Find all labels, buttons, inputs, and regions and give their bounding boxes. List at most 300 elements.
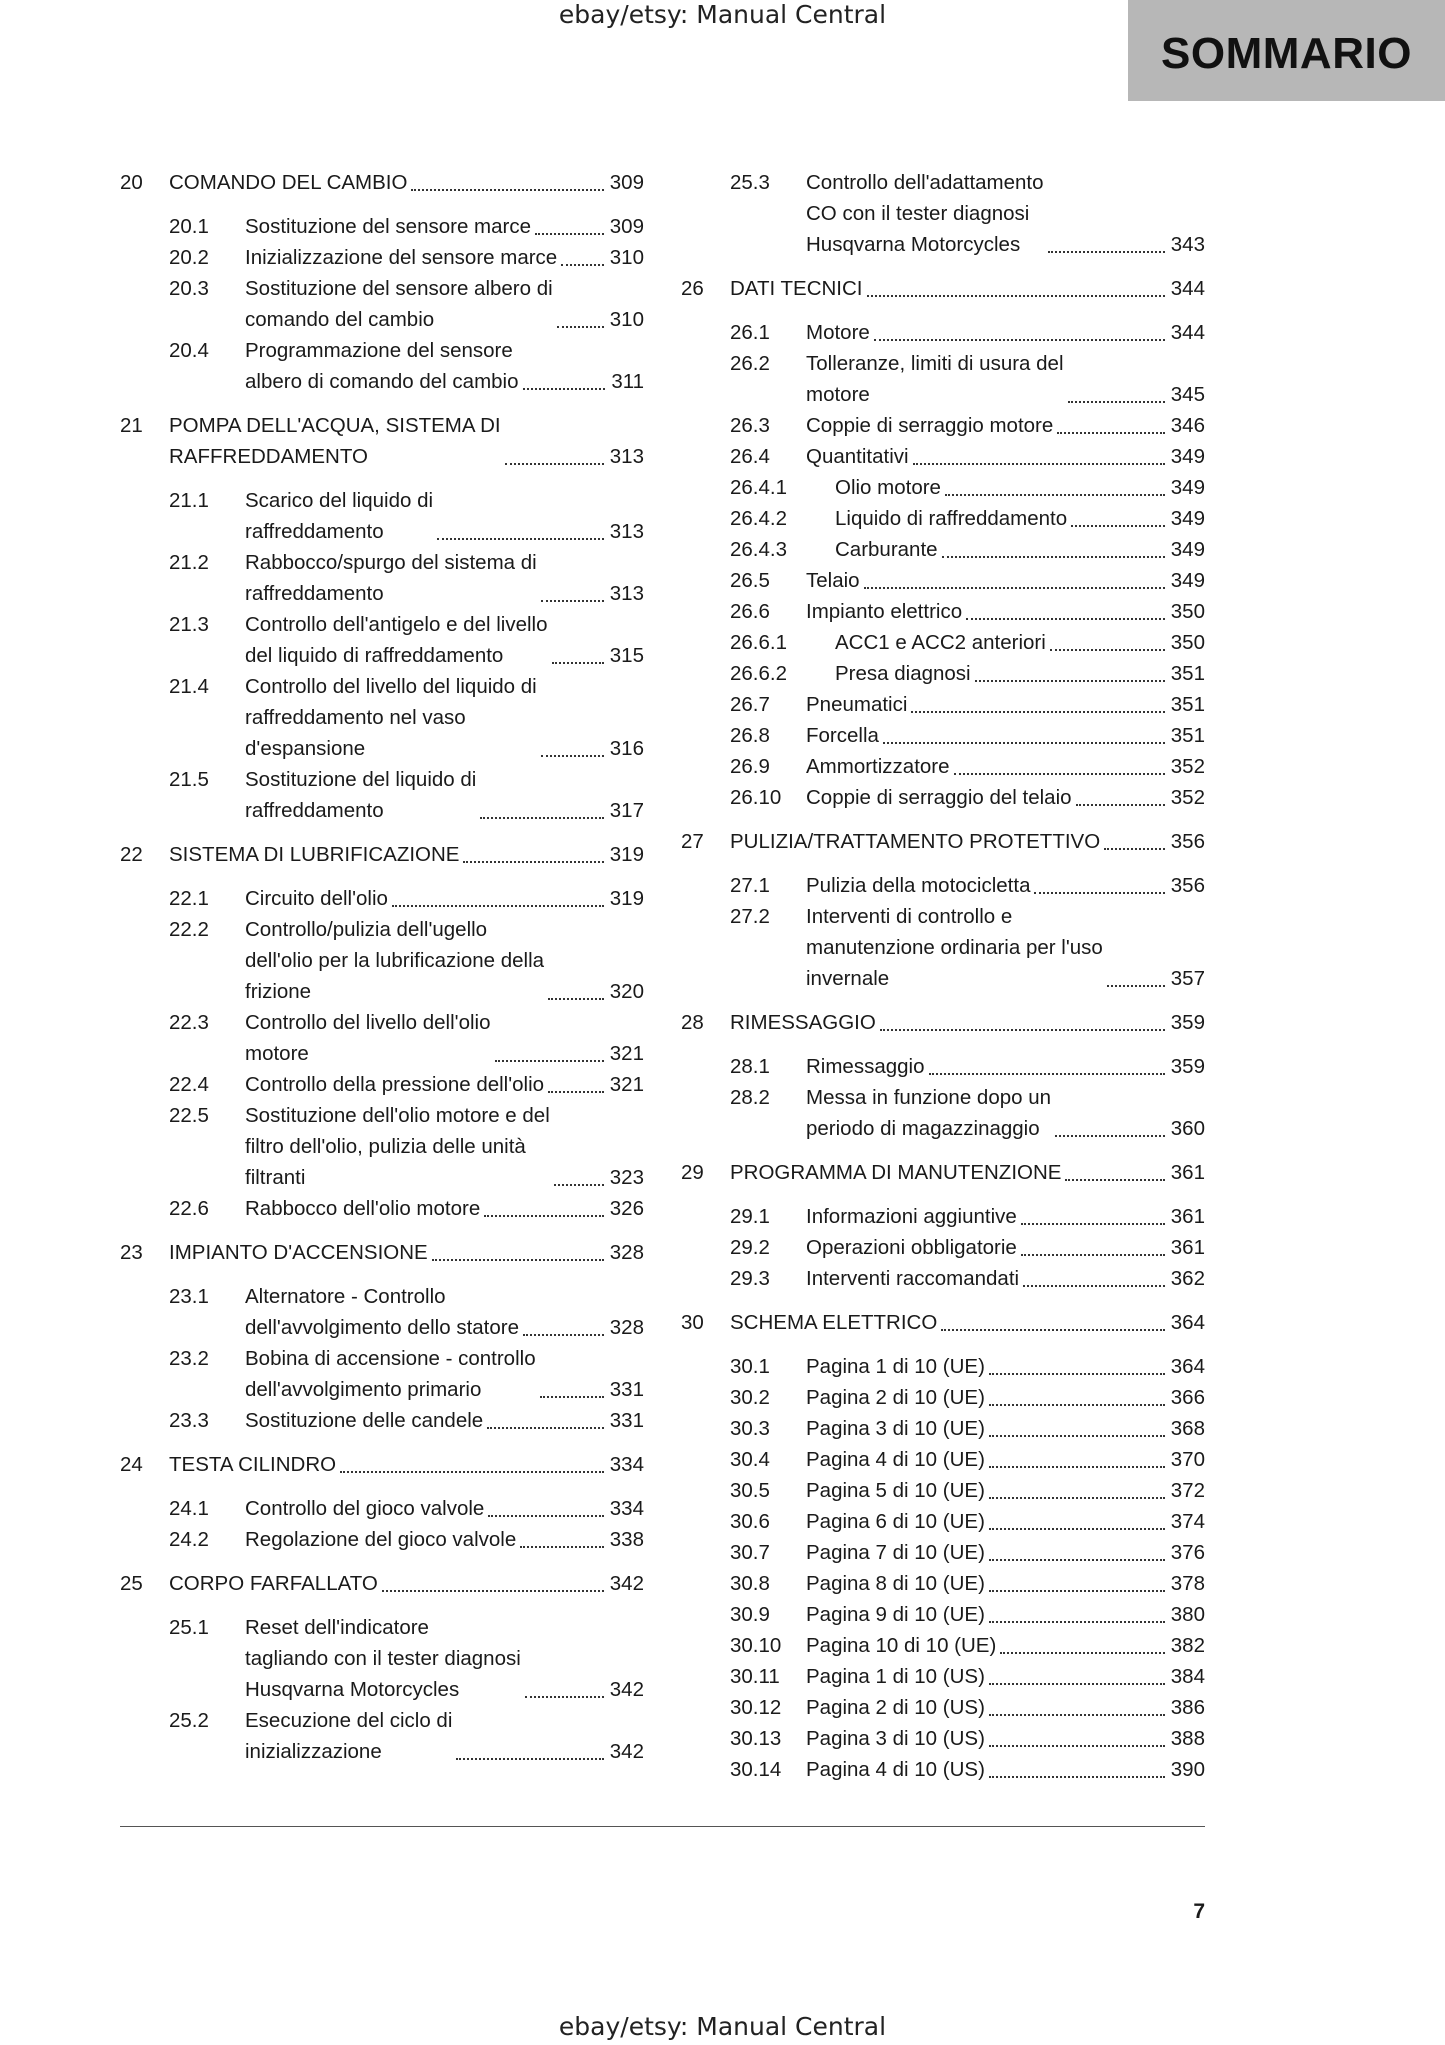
subsection-number: 26.6: [730, 600, 770, 623]
subsection-number: 21.1: [169, 489, 209, 512]
dot-leader: [484, 1215, 604, 1217]
toc-subsection-list: [120, 1493, 644, 1555]
subsection-page: 345: [1170, 383, 1205, 406]
subsection-number: 30.7: [730, 1541, 770, 1564]
subsection-page: 323: [609, 1166, 644, 1189]
toc-subsection[interactable]: [681, 1568, 1205, 1599]
dot-leader: [535, 233, 604, 235]
subsection-title: Operazioni obbligatorie: [806, 1236, 1017, 1259]
subsection-number: 29.2: [730, 1236, 770, 1259]
subsection-page: 349: [1170, 507, 1205, 530]
toc-subsection[interactable]: [120, 1524, 644, 1555]
subsection-title: Impianto elettrico: [806, 600, 963, 623]
subsection-page: 386: [1170, 1696, 1205, 1719]
dot-leader: [548, 998, 604, 1000]
chapter-page: 356: [1170, 830, 1205, 853]
subsection-title: Sostituzione del sensore marce: [245, 215, 532, 238]
subsection-page: 361: [1170, 1205, 1205, 1228]
dot-leader: [557, 326, 604, 328]
dot-leader: [523, 388, 606, 390]
toc-chapter[interactable]: [681, 1007, 1205, 1038]
toc-subsection[interactable]: [681, 441, 1205, 472]
subsection-title: Controllo del livello dell'olio motore: [245, 1011, 491, 1065]
subsection-title: Carburante: [835, 538, 938, 561]
subsection-page: 349: [1170, 476, 1205, 499]
subsection-title: Pagina 2 di 10 (US): [806, 1696, 985, 1719]
toc-chapter[interactable]: [681, 1157, 1205, 1188]
subsection-page: 310: [609, 246, 644, 269]
dot-leader: [989, 1621, 1165, 1623]
toc-subsection[interactable]: [681, 782, 1205, 813]
dot-leader: [867, 295, 1165, 297]
dot-leader: [1000, 1652, 1164, 1654]
subsection-title: Coppie di serraggio del telaio: [806, 786, 1072, 809]
toc-subsection[interactable]: [681, 1382, 1205, 1413]
dot-leader: [989, 1466, 1165, 1468]
subsection-number: 26.2: [730, 352, 770, 375]
toc-subsection[interactable]: [681, 751, 1205, 782]
subsection-number: 30.10: [730, 1634, 782, 1657]
toc-subsection[interactable]: [120, 1007, 644, 1069]
dot-leader: [989, 1559, 1165, 1561]
toc-subsection[interactable]: [681, 1475, 1205, 1506]
section-title: SOMMARIO: [1161, 28, 1412, 78]
toc-subsection[interactable]: [120, 335, 644, 397]
subsection-page: 313: [609, 582, 644, 605]
toc-subsection[interactable]: [681, 1692, 1205, 1723]
dot-leader: [989, 1528, 1165, 1530]
toc-chapter[interactable]: [681, 826, 1205, 857]
dot-leader: [989, 1373, 1165, 1375]
dot-leader: [437, 538, 604, 540]
subsection-number: 23.1: [169, 1285, 209, 1308]
dot-leader: [456, 1758, 603, 1760]
subsection-title: Pagina 3 di 10 (US): [806, 1727, 985, 1750]
subsection-number: 26.3: [730, 414, 770, 437]
subsection-page: 342: [609, 1678, 644, 1701]
chapter-number: 27: [681, 830, 704, 853]
toc-subsection[interactable]: [681, 503, 1205, 534]
dot-leader: [554, 1184, 604, 1186]
dot-leader: [954, 773, 1165, 775]
chapter-page: 342: [609, 1572, 644, 1595]
dot-leader: [942, 556, 1165, 558]
toc-subsection[interactable]: [681, 1661, 1205, 1692]
subsection-title: Sostituzione dell'olio motore e del filtro dell'olio, pulizia delle unità filtranti: [245, 1104, 550, 1189]
subsection-title: Sostituzione delle candele: [245, 1409, 484, 1432]
dot-leader: [340, 1471, 604, 1473]
chapter-number: 23: [120, 1241, 143, 1264]
toc-subsection[interactable]: [681, 596, 1205, 627]
dot-leader: [552, 662, 604, 664]
toc-subsection[interactable]: [681, 1599, 1205, 1630]
toc-subsection[interactable]: [120, 547, 644, 609]
subsection-title: Telaio: [806, 569, 860, 592]
subsection-page: 384: [1170, 1665, 1205, 1688]
toc-right-column: [681, 167, 1205, 1798]
toc-subsection[interactable]: [120, 671, 644, 764]
dot-leader: [989, 1435, 1165, 1437]
toc-subsection-list: [120, 1281, 644, 1436]
subsection-page: 362: [1170, 1267, 1205, 1290]
toc-subsection[interactable]: [681, 1723, 1205, 1754]
subsection-number: 30.13: [730, 1727, 782, 1750]
subsection-number: 26.4.3: [730, 538, 787, 561]
subsection-number: 26.4.1: [730, 476, 787, 499]
toc-subsection[interactable]: [681, 167, 1205, 260]
dot-leader: [488, 1515, 603, 1517]
subsection-title: Sostituzione del sensore albero di comando del cambio: [245, 277, 553, 331]
chapter-page: 361: [1170, 1161, 1205, 1184]
dot-leader: [480, 817, 603, 819]
subsection-title: Motore: [806, 321, 870, 344]
subsection-page: 378: [1170, 1572, 1205, 1595]
subsection-page: 321: [609, 1073, 644, 1096]
subsection-page: 349: [1170, 569, 1205, 592]
toc-chapter[interactable]: [120, 839, 644, 870]
subsection-page: 338: [609, 1528, 644, 1551]
toc-chapter[interactable]: [120, 1237, 644, 1268]
subsection-number: 27.1: [730, 874, 770, 897]
subsection-number: 22.2: [169, 918, 209, 941]
subsection-number: 26.9: [730, 755, 770, 778]
toc-subsection[interactable]: [120, 1405, 644, 1436]
toc-chapter[interactable]: [681, 273, 1205, 304]
subsection-number: 30.9: [730, 1603, 770, 1626]
subsection-page: 351: [1170, 693, 1205, 716]
subsection-title: Sostituzione del liquido di raffreddamento: [245, 768, 477, 822]
chapter-title: IMPIANTO D'ACCENSIONE: [169, 1241, 428, 1264]
subsection-page: 331: [609, 1409, 644, 1432]
toc-subsection[interactable]: [681, 1413, 1205, 1444]
chapter-title: SCHEMA ELETTRICO: [730, 1311, 938, 1334]
subsection-title: Esecuzione del ciclo di inizializzazione: [245, 1709, 453, 1763]
dot-leader: [1076, 804, 1165, 806]
dot-leader: [864, 587, 1165, 589]
subsection-number: 25.1: [169, 1616, 209, 1639]
toc-subsection[interactable]: [120, 1069, 644, 1100]
subsection-number: 26.7: [730, 693, 770, 716]
subsection-title: Pagina 7 di 10 (UE): [806, 1541, 985, 1564]
subsection-page: 334: [609, 1497, 644, 1520]
toc-subsection[interactable]: [681, 1754, 1205, 1785]
toc-chapter[interactable]: [120, 410, 644, 472]
subsection-page: 326: [609, 1197, 644, 1220]
toc-subsection[interactable]: [120, 883, 644, 914]
subsection-number: 28.2: [730, 1086, 770, 1109]
subsection-page: 350: [1170, 600, 1205, 623]
subsection-number: 26.4.2: [730, 507, 787, 530]
dot-leader: [1107, 985, 1165, 987]
subsection-title: Controllo dell'adattamento CO con il tester diagnosi Husqvarna Motorcycles: [806, 171, 1044, 256]
subsection-page: 321: [609, 1042, 644, 1065]
subsection-number: 21.5: [169, 768, 209, 791]
toc-subsection[interactable]: [681, 348, 1205, 410]
subsection-number: 30.6: [730, 1510, 770, 1533]
subsection-number: 21.3: [169, 613, 209, 636]
dot-leader: [911, 711, 1164, 713]
subsection-title: Controllo/pulizia dell'ugello dell'olio per la lubrificazione della frizione: [245, 918, 545, 1003]
dot-leader: [874, 339, 1165, 341]
subsection-title: Interventi di controllo e manutenzione ordinaria per l'uso invernale: [806, 905, 1103, 990]
toc-chapter[interactable]: [120, 167, 644, 198]
subsection-title: Pagina 10 di 10 (UE): [806, 1634, 997, 1657]
subsection-title: Pagina 6 di 10 (UE): [806, 1510, 985, 1533]
toc-chapter[interactable]: [681, 1307, 1205, 1338]
subsection-title: Pneumatici: [806, 693, 908, 716]
toc-subsection[interactable]: [120, 485, 644, 547]
toc-subsection-list: [120, 1612, 644, 1767]
subsection-title: Tolleranze, limiti di usura del motore: [806, 352, 1064, 406]
dot-leader: [989, 1714, 1165, 1716]
toc-subsection-list: [681, 1351, 1205, 1785]
subsection-number: 20.3: [169, 277, 209, 300]
toc-subsection-list: [681, 870, 1205, 994]
toc-subsection[interactable]: [120, 1281, 644, 1343]
subsection-title: Pagina 3 di 10 (UE): [806, 1417, 985, 1440]
chapter-title: PULIZIA/TRATTAMENTO PROTETTIVO: [730, 830, 1101, 853]
subsection-title: Presa diagnosi: [835, 662, 971, 685]
subsection-number: 20.1: [169, 215, 209, 238]
toc-subsection[interactable]: [681, 317, 1205, 348]
subsection-number: 26.8: [730, 724, 770, 747]
subsection-page: 344: [1170, 321, 1205, 344]
dot-leader: [392, 905, 604, 907]
subsection-title: Pulizia della motocicletta: [806, 874, 1031, 897]
chapter-number: 24: [120, 1453, 143, 1476]
dot-leader: [541, 600, 604, 602]
subsection-title: Pagina 1 di 10 (US): [806, 1665, 985, 1688]
toc-subsection[interactable]: [681, 1506, 1205, 1537]
chapter-number: 25: [120, 1572, 143, 1595]
toc-subsection[interactable]: [681, 1537, 1205, 1568]
subsection-page: 352: [1170, 786, 1205, 809]
toc-subsection[interactable]: [681, 1444, 1205, 1475]
toc-subsection[interactable]: [120, 1193, 644, 1224]
chapter-number: 21: [120, 414, 143, 437]
chapter-page: 359: [1170, 1011, 1205, 1034]
subsection-number: 30.2: [730, 1386, 770, 1409]
toc-subsection[interactable]: [681, 1630, 1205, 1661]
subsection-page: 376: [1170, 1541, 1205, 1564]
subsection-number: 26.6.1: [730, 631, 787, 654]
subsection-title: Rabbocco dell'olio motore: [245, 1197, 481, 1220]
subsection-page: 349: [1170, 445, 1205, 468]
toc-subsection[interactable]: [681, 472, 1205, 503]
toc-subsection[interactable]: [681, 1051, 1205, 1082]
subsection-number: 20.4: [169, 339, 209, 362]
subsection-page: 310: [609, 308, 644, 331]
subsection-page: 351: [1170, 662, 1205, 685]
subsection-page: 374: [1170, 1510, 1205, 1533]
subsection-title: Interventi raccomandati: [806, 1267, 1020, 1290]
subsection-page: 328: [609, 1316, 644, 1339]
subsection-number: 20.2: [169, 246, 209, 269]
toc-subsection-list: [681, 167, 1205, 260]
subsection-page: 320: [609, 980, 644, 1003]
subsection-title: Alternatore - Controllo dell'avvolgimento dello statore: [245, 1285, 519, 1339]
toc-subsection[interactable]: [681, 689, 1205, 720]
subsection-page: 346: [1170, 414, 1205, 437]
chapter-title: COMANDO DEL CAMBIO: [169, 171, 408, 194]
toc-subsection-list: [120, 485, 644, 826]
dot-leader: [487, 1427, 604, 1429]
subsection-number: 21.4: [169, 675, 209, 698]
toc-subsection[interactable]: [681, 870, 1205, 901]
subsection-title: Coppie di serraggio motore: [806, 414, 1054, 437]
subsection-page: 370: [1170, 1448, 1205, 1471]
subsection-page: 380: [1170, 1603, 1205, 1626]
dot-leader: [1048, 251, 1165, 253]
chapter-page: 364: [1170, 1311, 1205, 1334]
dot-leader: [525, 1696, 604, 1698]
dot-leader: [1065, 1179, 1164, 1181]
subsection-number: 30.5: [730, 1479, 770, 1502]
dot-leader: [929, 1073, 1165, 1075]
subsection-title: Inizializzazione del sensore marce: [245, 246, 558, 269]
subsection-page: 382: [1170, 1634, 1205, 1657]
dot-leader: [989, 1776, 1165, 1778]
toc-subsection[interactable]: [681, 1082, 1205, 1144]
dot-leader: [548, 1091, 604, 1093]
chapter-title: RIMESSAGGIO: [730, 1011, 876, 1034]
subsection-page: 390: [1170, 1758, 1205, 1781]
subsection-title: Pagina 8 di 10 (UE): [806, 1572, 985, 1595]
subsection-number: 27.2: [730, 905, 770, 928]
footer-divider: [120, 1826, 1205, 1827]
dot-leader: [1068, 401, 1165, 403]
subsection-title: Liquido di raffreddamento: [835, 507, 1068, 530]
subsection-number: 26.4: [730, 445, 770, 468]
toc-subsection[interactable]: [120, 1705, 644, 1767]
chapter-page: 313: [609, 445, 644, 468]
subsection-title: Forcella: [806, 724, 879, 747]
subsection-page: 319: [609, 887, 644, 910]
dot-leader: [975, 680, 1165, 682]
subsection-number: 21.2: [169, 551, 209, 574]
toc-subsection[interactable]: [681, 1263, 1205, 1294]
toc-subsection[interactable]: [120, 1100, 644, 1193]
subsection-page: 313: [609, 520, 644, 543]
toc-subsection[interactable]: [681, 1351, 1205, 1382]
subsection-number: 26.10: [730, 786, 782, 809]
toc-chapter[interactable]: [120, 1568, 644, 1599]
subsection-number: 22.4: [169, 1073, 209, 1096]
subsection-number: 30.3: [730, 1417, 770, 1440]
subsection-title: Quantitativi: [806, 445, 909, 468]
toc-subsection[interactable]: [120, 1612, 644, 1705]
toc-subsection[interactable]: [681, 1232, 1205, 1263]
subsection-page: 342: [609, 1740, 644, 1763]
subsection-page: 357: [1170, 967, 1205, 990]
subsection-title: Circuito dell'olio: [245, 887, 388, 910]
dot-leader: [1021, 1254, 1165, 1256]
toc-subsection[interactable]: [120, 1343, 644, 1405]
dot-leader: [1023, 1285, 1165, 1287]
subsection-title: Reset dell'indicatore tagliando con il tester diagnosi Husqvarna Motorcycles: [245, 1616, 521, 1701]
toc-subsection-list: [120, 211, 644, 397]
toc-left-column: [120, 167, 644, 1780]
chapter-page: 309: [609, 171, 644, 194]
chapter-page: 334: [609, 1453, 644, 1476]
chapter-number: 26: [681, 277, 704, 300]
subsection-page: 316: [609, 737, 644, 760]
dot-leader: [989, 1683, 1165, 1685]
subsection-number: 22.3: [169, 1011, 209, 1034]
dot-leader: [382, 1590, 604, 1592]
toc-subsection[interactable]: [120, 211, 644, 242]
toc-subsection[interactable]: [681, 720, 1205, 751]
subsection-page: 366: [1170, 1386, 1205, 1409]
toc-subsection[interactable]: [681, 1201, 1205, 1232]
toc-subsection[interactable]: [120, 914, 644, 1007]
toc-subsection[interactable]: [681, 901, 1205, 994]
subsection-title: Pagina 1 di 10 (UE): [806, 1355, 985, 1378]
subsection-title: Pagina 4 di 10 (US): [806, 1758, 985, 1781]
subsection-title: Rabbocco/spurgo del sistema di raffreddamento: [245, 551, 537, 605]
chapter-number: 30: [681, 1311, 704, 1334]
subsection-page: 311: [611, 370, 644, 393]
toc-subsection[interactable]: [681, 410, 1205, 441]
subsection-title: Ammortizzatore: [806, 755, 950, 778]
chapter-page: 328: [609, 1241, 644, 1264]
chapter-number: 28: [681, 1011, 704, 1034]
toc-subsection[interactable]: [120, 609, 644, 671]
subsection-title: Scarico del liquido di raffreddamento: [245, 489, 434, 543]
subsection-page: 315: [609, 644, 644, 667]
toc-subsection[interactable]: [681, 565, 1205, 596]
subsection-number: 26.1: [730, 321, 770, 344]
toc-subsection[interactable]: [120, 242, 644, 273]
dot-leader: [1055, 1135, 1165, 1137]
toc-subsection[interactable]: [120, 1493, 644, 1524]
dot-leader: [1071, 525, 1165, 527]
page-number: 7: [1193, 1900, 1205, 1923]
subsection-number: 22.6: [169, 1197, 209, 1220]
dot-leader: [880, 1029, 1165, 1031]
subsection-number: 30.1: [730, 1355, 770, 1378]
toc-subsection-list: [681, 1201, 1205, 1294]
dot-leader: [520, 1546, 604, 1548]
dot-leader: [913, 463, 1165, 465]
dot-leader: [989, 1590, 1165, 1592]
subsection-page: 372: [1170, 1479, 1205, 1502]
subsection-number: 26.6.2: [730, 662, 787, 685]
toc-subsection[interactable]: [681, 534, 1205, 565]
toc-chapter[interactable]: [120, 1449, 644, 1480]
toc-subsection[interactable]: [120, 273, 644, 335]
chapter-title: TESTA CILINDRO: [169, 1453, 337, 1476]
dot-leader: [1104, 848, 1165, 850]
subsection-number: 30.11: [730, 1665, 780, 1688]
subsection-title: Messa in funzione dopo un periodo di magazzinaggio: [806, 1086, 1052, 1140]
toc-subsection-list: [681, 1051, 1205, 1144]
toc-subsection[interactable]: [681, 627, 1205, 658]
toc-subsection[interactable]: [681, 658, 1205, 689]
subsection-title: Regolazione del gioco valvole: [245, 1528, 517, 1551]
toc-subsection[interactable]: [120, 764, 644, 826]
subsection-page: 350: [1170, 631, 1205, 654]
subsection-number: 24.1: [169, 1497, 209, 1520]
subsection-title: Rimessaggio: [806, 1055, 925, 1078]
subsection-title: Olio motore: [835, 476, 941, 499]
subsection-page: 356: [1170, 874, 1205, 897]
dot-leader: [505, 463, 604, 465]
dot-leader: [432, 1259, 604, 1261]
dot-leader: [495, 1060, 604, 1062]
subsection-number: 25.3: [730, 171, 770, 194]
subsection-number: 22.5: [169, 1104, 209, 1127]
